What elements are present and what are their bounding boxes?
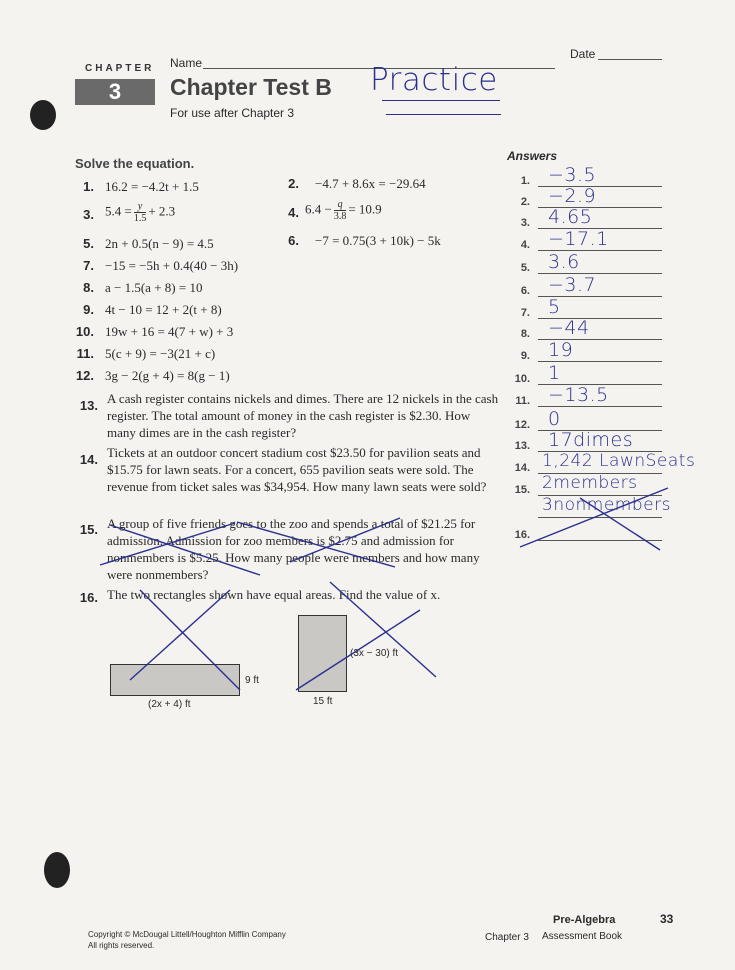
question-number: 6. [288, 233, 299, 248]
page-number: 33 [660, 912, 674, 926]
strike-line [520, 488, 668, 547]
equation-right: + 2.3 [148, 203, 176, 219]
equation-right: = 10.9 [348, 201, 382, 217]
answer-value: −13.5 [548, 384, 609, 406]
rights: All rights reserved. [88, 941, 155, 950]
numerator: y [134, 201, 147, 213]
answer-number: 4. [520, 239, 530, 251]
question-number: 14. [79, 452, 98, 467]
answer-number: 15. [514, 484, 530, 496]
answer-number: 11. [515, 395, 530, 407]
word-problem: A cash register contains nickels and dimes. There are 12 nickels in the cash register. The total amount of money in the cash register is $2.30. How many dimes are in the cash register? [107, 391, 499, 440]
answer-value: 1,242 LawnSeats [542, 451, 696, 471]
answer-number: 8. [520, 328, 530, 340]
question-number: 8. [83, 280, 94, 295]
question-number: 12. [75, 368, 94, 383]
answer-value: −17.1 [548, 228, 609, 250]
equation: a − 1.5(a + 8) = 10 [105, 280, 203, 295]
date-label: Date [570, 47, 596, 61]
equation: 19w + 16 = 4(7 + w) + 3 [105, 324, 234, 339]
footer-chapter: Chapter 3 [485, 932, 529, 943]
answer-value: 3nonmembers [542, 495, 671, 515]
denominator: 3.8 [333, 211, 347, 222]
copyright: Copyright © McDougal Littell/Houghton Mifflin Company [88, 930, 286, 939]
rect1-height-label: 9 ft [245, 675, 259, 686]
answer-value: −2.9 [548, 185, 597, 207]
answer-number: 16. [514, 529, 530, 541]
name-label: Name [170, 56, 203, 70]
question-number: 15. [79, 522, 98, 537]
question-number: 3. [83, 207, 94, 222]
word-problem: The two rectangles shown have equal areas. Find the value of x. [107, 587, 441, 602]
equation: −7 = 0.75(3 + 10k) − 5k [315, 233, 441, 248]
strike-line [140, 590, 240, 690]
strike-line [296, 610, 420, 690]
question-number: 5. [83, 236, 94, 251]
equation: 16.2 = −4.2t + 1.5 [105, 179, 199, 194]
equation: −4.7 + 8.6x = −29.64 [315, 176, 426, 191]
question-number: 4. [288, 205, 299, 220]
answer-value: −44 [548, 317, 590, 339]
answer-value: 4.65 [548, 206, 593, 228]
answer-number: 7. [520, 307, 530, 319]
word-problem: Tickets at an outdoor concert stadium cost $23.50 for pavilion seats and $15.75 for lawn seats. For a concert, 655 pavilion seats were sold. The revenue from ticket sales was $34,954. How many lawn seats were sold? [107, 445, 487, 494]
answer-value: 19 [548, 339, 574, 361]
question-number: 11. [76, 346, 94, 361]
question-number: 9. [83, 302, 94, 317]
answer-value: −3.5 [548, 164, 597, 186]
answer-number: 13. [514, 440, 530, 452]
book-name: Pre-Algebra [553, 914, 616, 926]
strike-line [580, 498, 660, 550]
numerator: q [334, 199, 347, 211]
answer-value: 1 [548, 362, 561, 384]
equation: 5(c + 9) = −3(21 + c) [105, 346, 216, 361]
answer-value: 5 [548, 296, 561, 318]
equation: −15 = −5h + 0.4(40 − 3h) [105, 258, 239, 273]
strike-line [130, 590, 230, 680]
question-number: 10. [75, 324, 94, 339]
answer-number: 2. [520, 196, 530, 208]
answer-value: 2members [542, 473, 638, 493]
subtitle: For use after Chapter 3 [170, 106, 295, 120]
page-title: Chapter Test B [170, 74, 332, 100]
footer-book-type: Assessment Book [542, 931, 623, 942]
answer-number: 1. [520, 175, 530, 187]
answer-number: 14. [514, 462, 530, 474]
strike-line [330, 582, 436, 677]
answer-number: 10. [514, 373, 530, 385]
rect2-height-label: (3x − 30) ft [350, 648, 399, 659]
denominator: 1.5 [133, 213, 147, 224]
handwritten-title: Practice [370, 62, 498, 98]
rect2-width-label: 15 ft [313, 696, 333, 707]
question-number: 7. [83, 258, 94, 273]
answer-value: 3.6 [548, 251, 580, 273]
answers-header: Answers [507, 149, 558, 163]
equation: 2n + 0.5(n − 9) = 4.5 [105, 236, 214, 251]
strike-line [290, 518, 400, 562]
answer-number: 3. [520, 217, 530, 229]
strike-line [110, 525, 260, 575]
answer-number: 12. [514, 419, 530, 431]
strike-line [100, 523, 235, 565]
question-number: 13. [79, 398, 98, 413]
answer-value: −3.7 [548, 274, 597, 296]
chapter-number-badge: 3 [75, 79, 155, 105]
answer-number: 6. [520, 285, 530, 297]
instructions: Solve the equation. [75, 156, 195, 171]
equation-left: 5.4 = [105, 203, 132, 219]
question-number: 2. [288, 176, 299, 191]
equation: 3g − 2(g + 4) = 8(g − 1) [105, 368, 230, 383]
word-problem: A group of five friends goes to the zoo and spends a total of $21.25 for admission. Admission for zoo members is $2.75 and admission for nonmembers is $5.25. How many people were members and how many were nonmembers? [107, 516, 480, 582]
question-number: 1. [83, 179, 94, 194]
chapter-label: CHAPTER [85, 63, 155, 74]
answer-number: 9. [520, 350, 530, 362]
equation: 4t − 10 = 12 + 2(t + 8) [105, 302, 222, 317]
answer-value: 0 [548, 408, 561, 430]
answer-value: 17dimes [548, 429, 634, 451]
question-number: 16. [79, 590, 98, 605]
answer-number: 5. [520, 262, 530, 274]
rect1-width-label: (2x + 4) ft [148, 699, 191, 710]
equation-left: 6.4 − [305, 201, 332, 217]
